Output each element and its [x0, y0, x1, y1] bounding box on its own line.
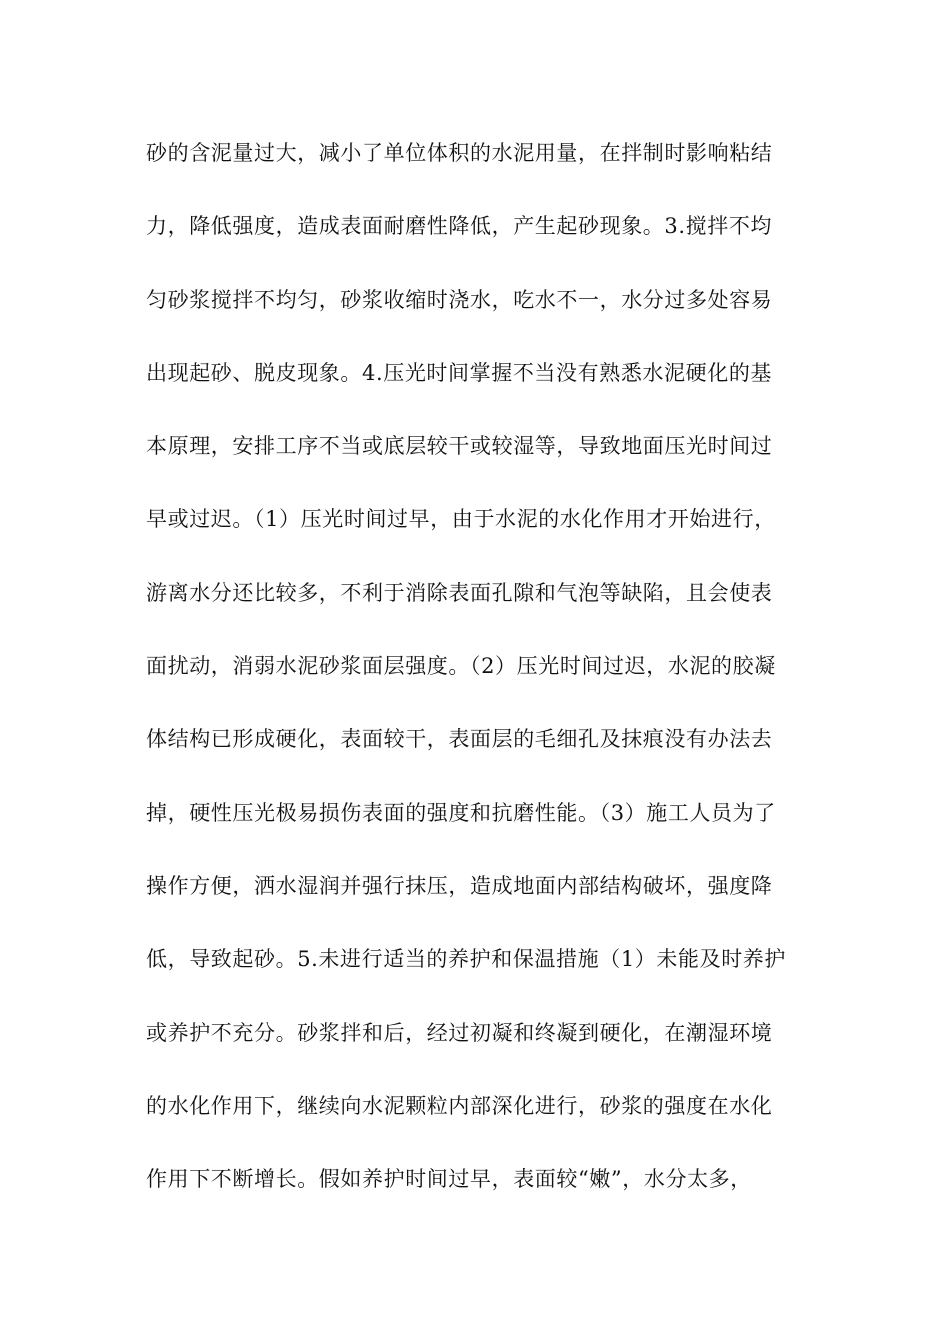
text-line-7: 游离水分还比较多，不利于消除表面孔隙和气泡等缺陷，且会使表 [146, 580, 773, 605]
text-line-1: 砂的含泥量过大，减小了单位体积的水泥用量，在拌制时影响粘结 [146, 141, 773, 165]
text-line-8: 面扰动，消弱水泥砂浆面层强度。（2）压光时间过迟，水泥的胶凝 [146, 654, 776, 679]
text-line-5: 本原理，安排工序不当或底层较干或较湿等，导致地面压光时间过 [146, 434, 773, 459]
text-line-13: 或养护不充分。砂浆拌和后，经过初凝和终凝到硬化，在潮湿环境 [146, 1020, 773, 1045]
text-line-11: 操作方便，洒水湿润并强行抹压，造成地面内部结构破坏，强度降 [146, 873, 773, 898]
text-line-15: 作用下不断增长。假如养护时间过早，表面较“嫩”，水分太多， [146, 1167, 752, 1192]
text-line-9: 体结构已形成硬化，表面较干，表面层的毛细孔及抹痕没有办法去 [146, 727, 773, 752]
body-text [146, 135, 816, 1234]
text-line-14: 的水化作用下，继续向水泥颗粒内部深化进行，砂浆的强度在水化 [146, 1093, 773, 1118]
text-line-10: 掉，硬性压光极易损伤表面的强度和抗磨性能。（3）施工人员为了 [146, 800, 776, 825]
text-line-2: 力，降低强度，造成表面耐磨性降低，产生起砂现象。3.搅拌不均 [146, 214, 773, 239]
text-line-6: 早或过迟。（1）压光时间过早，由于水泥的水化作用才开始进行， [146, 507, 776, 532]
text-line-4: 出现起砂、脱皮现象。4.压光时间掌握不当没有熟悉水泥硬化的基 [146, 360, 773, 385]
text-line-3: 匀砂浆搅拌不均匀，砂浆收缩时浇水，吃水不一，水分过多处容易 [146, 287, 773, 312]
text-line-12: 低，导致起砂。5.未进行适当的养护和保温措施（1）未能及时养护 [146, 947, 786, 972]
